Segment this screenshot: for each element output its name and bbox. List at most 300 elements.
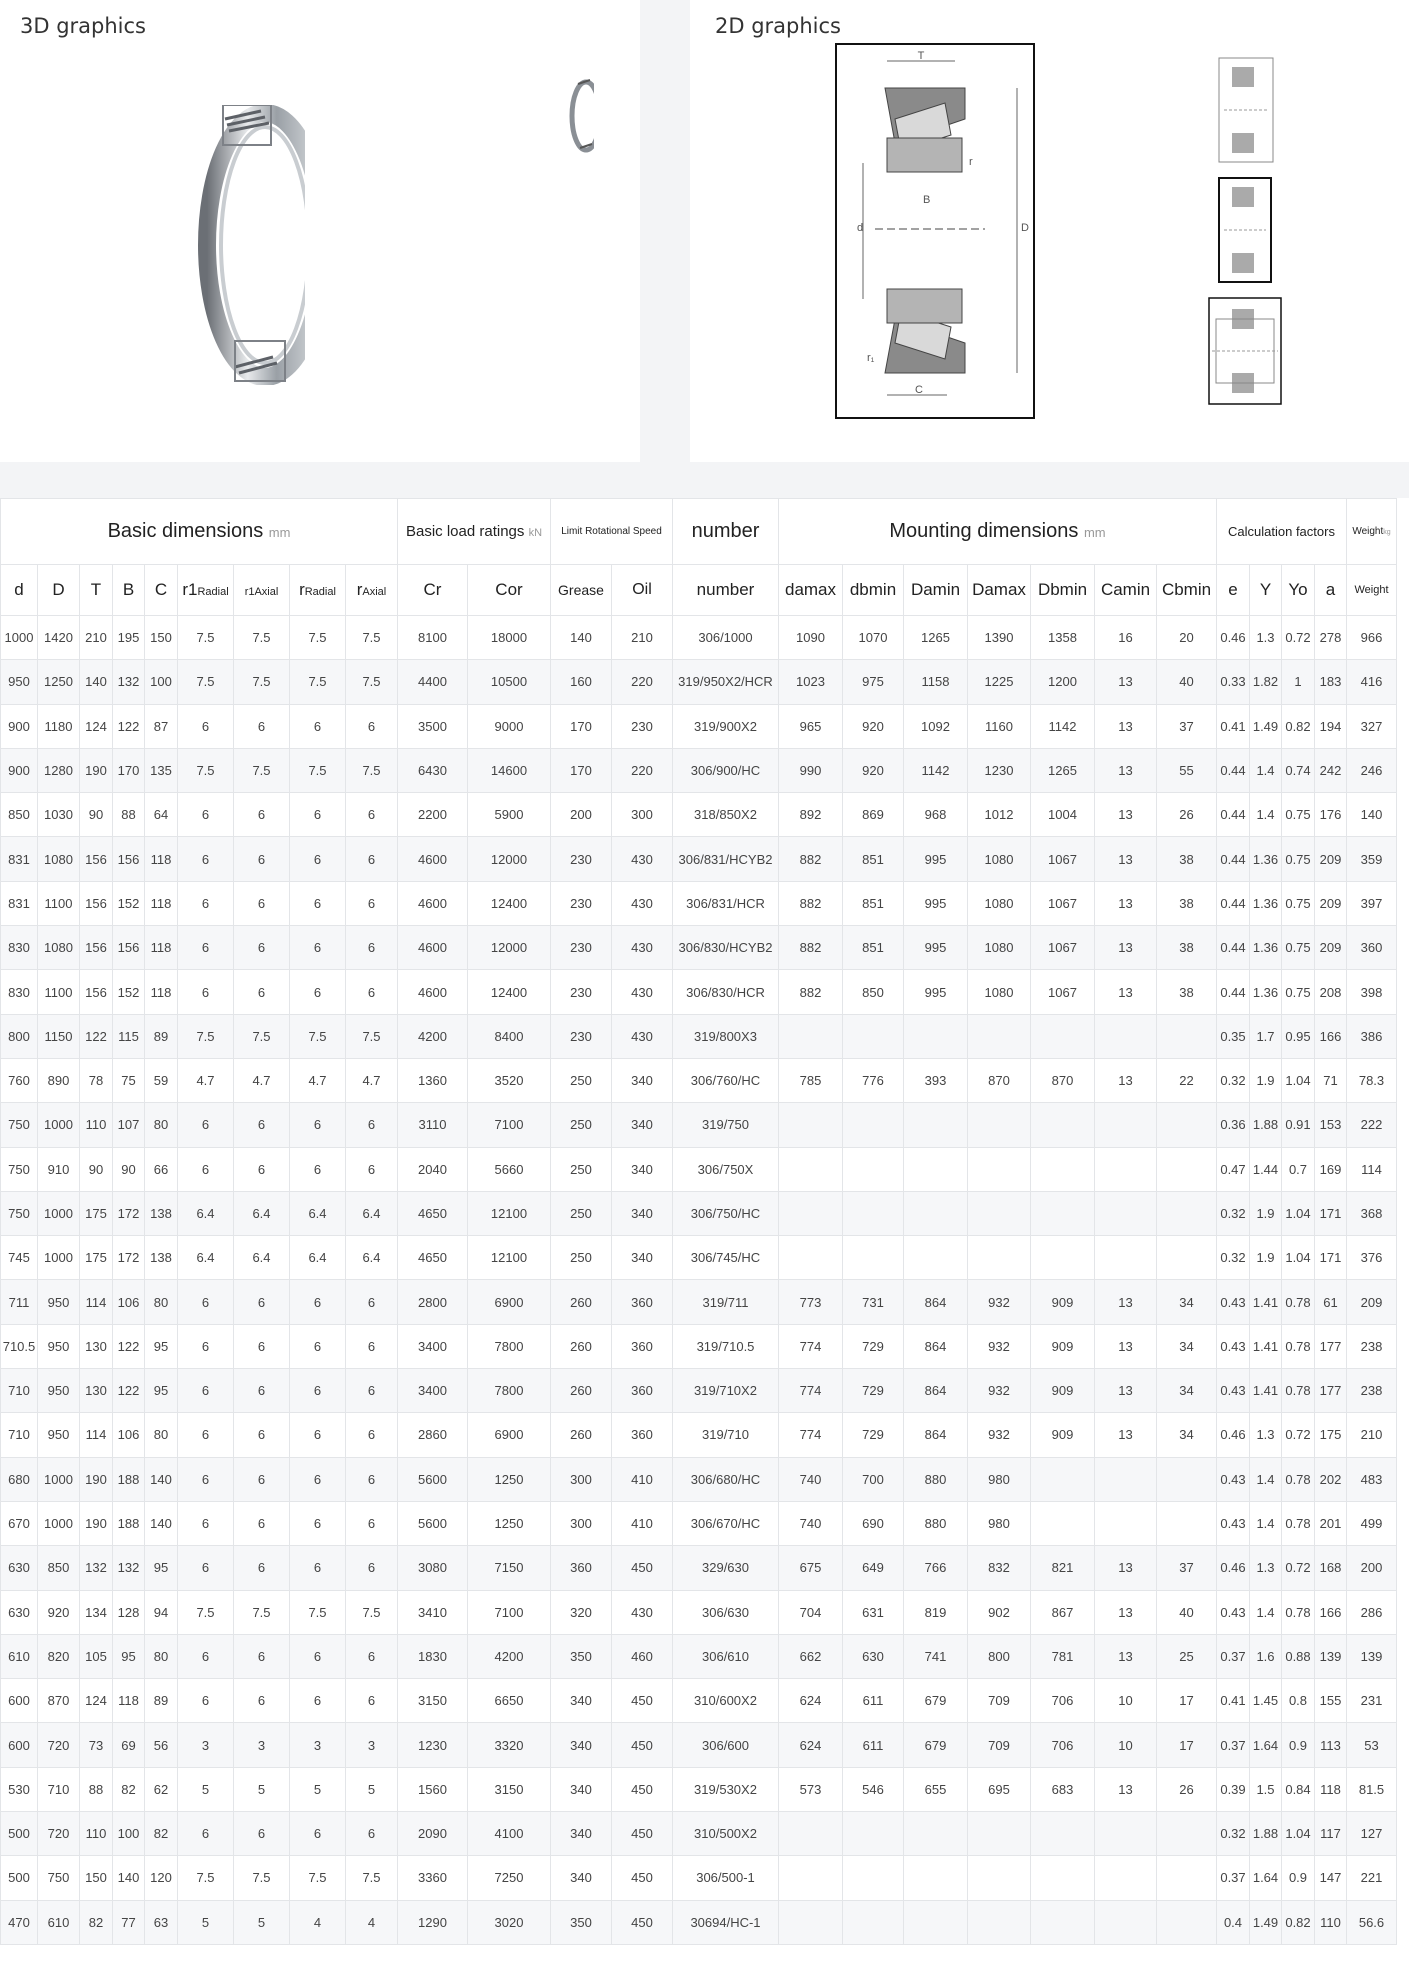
table-cell: 319/710X2 [673,1369,779,1413]
table-cell: 0.41 [1217,1679,1250,1723]
table-cell [1031,1856,1095,1900]
table-cell: 1080 [38,926,80,970]
table-cell: 13 [1095,1280,1157,1324]
table-cell: 882 [779,926,843,970]
table-cell: 360 [612,1369,673,1413]
table-cell: 1158 [904,660,968,704]
table-cell: 1230 [398,1723,468,1767]
col-number: number [673,565,779,616]
table-row[interactable] [1,970,1397,1014]
table-cell: 774 [779,1369,843,1413]
table-cell: 13 [1095,704,1157,748]
table-cell: 77 [113,1900,145,1944]
table-cell: 13 [1095,1546,1157,1590]
table-cell: 0.9 [1282,1856,1315,1900]
table-cell: 830 [1,926,38,970]
table-cell: 12400 [468,970,551,1014]
label-r: r [969,156,973,168]
table-cell: 7.5 [346,1856,398,1900]
table-cell [1095,1191,1157,1235]
table-cell: 1067 [1031,970,1095,1014]
table-cell: 64 [145,793,178,837]
table-cell: 66 [145,1147,178,1191]
table-cell: 785 [779,1058,843,1102]
table-cell: 118 [113,1679,145,1723]
table-cell: 0.32 [1217,1812,1250,1856]
table-row[interactable] [1,1324,1397,1368]
col-r-axial: rAxial [346,565,398,616]
col-weight: Weight [1347,565,1397,616]
col-T: T [80,565,113,616]
table-cell: 0.37 [1217,1723,1250,1767]
table-cell: 0.82 [1282,1900,1315,1944]
table-cell: 318/850X2 [673,793,779,837]
table-row[interactable] [1,793,1397,837]
table-cell: 90 [113,1147,145,1191]
panel-2d-graphics [690,0,1409,462]
table-cell: 118 [145,881,178,925]
table-cell: 38 [1157,881,1217,925]
table-cell: 1.41 [1250,1369,1282,1413]
table-cell: 90 [80,793,113,837]
table-row[interactable] [1,1767,1397,1811]
table-cell: 190 [80,748,113,792]
table-cell: 1225 [968,660,1031,704]
table-cell: 950 [38,1280,80,1324]
table-cell: 6.4 [234,1191,290,1235]
table-cell: 6 [178,1369,234,1413]
col-Yo: Yo [1282,565,1315,616]
table-cell: 16 [1095,616,1157,660]
table-cell: 7.5 [234,1856,290,1900]
table-row[interactable] [1,1369,1397,1413]
table-cell: 319/750 [673,1103,779,1147]
table-cell: 1067 [1031,926,1095,970]
bearing-2d-drawing[interactable] [835,43,1035,419]
table-cell: 950 [38,1413,80,1457]
table-cell: 359 [1347,837,1397,881]
table-cell: 830 [1,970,38,1014]
table-cell: 6 [234,1147,290,1191]
table-row[interactable] [1,1413,1397,1457]
table-cell [1031,1103,1095,1147]
table-cell: 0.95 [1282,1014,1315,1058]
table-cell: 6 [178,1413,234,1457]
table-cell: 0.43 [1217,1324,1250,1368]
table-cell: 4100 [468,1812,551,1856]
table-cell: 319/950X2/HCR [673,660,779,704]
table-row[interactable] [1,1590,1397,1634]
table-row[interactable] [1,1546,1397,1590]
group-basic-dimensions: Basic dimensions mm [1,499,398,565]
drawing-thumbnail-2[interactable] [1218,177,1272,283]
table-cell: 78 [80,1058,113,1102]
table-cell: 7.5 [346,748,398,792]
table-cell: 360 [1347,926,1397,970]
label-B: B [923,194,931,206]
table-cell: 975 [843,660,904,704]
table-cell: 1067 [1031,837,1095,881]
table-cell: 6 [290,793,346,837]
drawing-thumbnail-3[interactable] [1208,297,1282,405]
table-cell: 720 [38,1723,80,1767]
table-cell: 430 [612,881,673,925]
table-cell: 6 [346,1634,398,1678]
table-cell: 4200 [398,1014,468,1058]
table-cell: 6 [234,1679,290,1723]
table-row[interactable] [1,1812,1397,1856]
table-cell: 26 [1157,793,1217,837]
table-cell: 430 [612,970,673,1014]
table-cell: 89 [145,1679,178,1723]
table-cell: 238 [1347,1324,1397,1368]
table-cell: 1.3 [1250,616,1282,660]
table-cell: 250 [551,1236,612,1280]
table-row[interactable] [1,1236,1397,1280]
table-cell: 6 [290,881,346,925]
table-cell: 0.78 [1282,1324,1315,1368]
table-row[interactable] [1,881,1397,925]
col-Damax: Damax [968,565,1031,616]
table-cell: 776 [843,1058,904,1102]
table-row[interactable] [1,837,1397,881]
table-row[interactable] [1,1191,1397,1235]
table-cell: 1230 [968,748,1031,792]
table-cell: 6 [346,1457,398,1501]
table-cell: 530 [1,1767,38,1811]
table-cell: 6 [178,1812,234,1856]
table-row[interactable] [1,1457,1397,1501]
table-cell: 95 [145,1324,178,1368]
table-cell: 201 [1315,1501,1347,1545]
table-cell: 1080 [38,837,80,881]
table-cell [779,1856,843,1900]
table-row[interactable] [1,1058,1397,1102]
table-cell: 470 [1,1900,38,1944]
table-cell: 909 [1031,1369,1095,1413]
table-cell: 4.7 [234,1058,290,1102]
table-cell: 773 [779,1280,843,1324]
table-cell: 122 [80,1014,113,1058]
table-cell: 832 [968,1546,1031,1590]
table-cell: 0.37 [1217,1856,1250,1900]
table-cell: 1358 [1031,616,1095,660]
table-cell: 7.5 [290,748,346,792]
table-row[interactable] [1,1723,1397,1767]
table-row[interactable] [1,1679,1397,1723]
table-cell: 7150 [468,1546,551,1590]
table-row[interactable] [1,1900,1397,1944]
col-Cor: Cor [468,565,551,616]
table-cell: 6 [290,1413,346,1457]
table-row[interactable] [1,1280,1397,1324]
table-cell: 306/760/HC [673,1058,779,1102]
table-cell: 306/680/HC [673,1457,779,1501]
col-grease: Grease [551,565,612,616]
table-cell: 110 [80,1103,113,1147]
table-cell: 450 [612,1723,673,1767]
table-cell: 306/830/HCR [673,970,779,1014]
table-row[interactable] [1,660,1397,704]
table-cell: 110 [1315,1900,1347,1944]
table-cell: 679 [904,1679,968,1723]
table-cell: 6 [178,1280,234,1324]
table-cell: 909 [1031,1413,1095,1457]
table-cell: 319/710 [673,1413,779,1457]
table-cell: 0.46 [1217,1413,1250,1457]
table-cell: 13 [1095,1058,1157,1102]
table-row[interactable] [1,748,1397,792]
table-cell: 176 [1315,793,1347,837]
table-cell [1157,1501,1217,1545]
table-cell: 1160 [968,704,1031,748]
table-cell: 869 [843,793,904,837]
table-cell [968,1014,1031,1058]
table-cell [904,1856,968,1900]
table-cell: 6 [178,1457,234,1501]
table-cell: 209 [1315,881,1347,925]
table-cell: 6 [234,1634,290,1678]
table-cell: 6 [178,704,234,748]
table-cell [1031,1191,1095,1235]
table-cell: 7.5 [234,660,290,704]
table-cell: 1.36 [1250,837,1282,881]
table-row[interactable] [1,704,1397,748]
table-cell [1095,1501,1157,1545]
table-cell: 150 [145,616,178,660]
table-cell: 0.75 [1282,793,1315,837]
table-cell: 995 [904,881,968,925]
table-cell: 13 [1095,748,1157,792]
table-cell: 210 [612,616,673,660]
table-cell: 94 [145,1590,178,1634]
table-cell: 416 [1347,660,1397,704]
table-row[interactable] [1,1501,1397,1545]
table-cell: 0.44 [1217,793,1250,837]
table-cell: 450 [612,1900,673,1944]
table-row[interactable] [1,926,1397,970]
table-cell: 160 [551,660,612,704]
table-cell: 0.46 [1217,616,1250,660]
table-cell: 1.9 [1250,1236,1282,1280]
table-cell: 6 [290,1679,346,1723]
table-cell: 750 [1,1147,38,1191]
table-cell: 920 [843,748,904,792]
table-cell [904,1812,968,1856]
table-cell: 13 [1095,1369,1157,1413]
table-cell: 1.4 [1250,1501,1282,1545]
table-row[interactable] [1,616,1397,660]
table-cell: 13 [1095,970,1157,1014]
table-cell: 6 [290,1103,346,1147]
table-cell: 7.5 [178,660,234,704]
table-cell: 88 [113,793,145,837]
table-cell: 3360 [398,1856,468,1900]
table-cell: 0.78 [1282,1280,1315,1324]
label-C: C [915,384,923,396]
table-cell: 1830 [398,1634,468,1678]
table-cell: 3150 [398,1679,468,1723]
table-cell: 5 [178,1900,234,1944]
table-cell: 1100 [38,881,80,925]
table-cell: 4650 [398,1236,468,1280]
table-cell: 499 [1347,1501,1397,1545]
table-cell: 1090 [779,616,843,660]
table-cell: 1000 [38,1457,80,1501]
table-cell: 7100 [468,1590,551,1634]
table-cell [1157,1856,1217,1900]
col-r-radial: rRadial [290,565,346,616]
table-cell: 118 [145,970,178,1014]
table-cell [1095,1900,1157,1944]
table-cell: 139 [1315,1634,1347,1678]
table-cell: 13 [1095,1767,1157,1811]
table-cell: 573 [779,1767,843,1811]
table-cell: 3 [234,1723,290,1767]
table-cell: 450 [612,1679,673,1723]
col-D: D [38,565,80,616]
col-Dbmin: Dbmin [1031,565,1095,616]
table-cell: 410 [612,1501,673,1545]
table-cell: 80 [145,1634,178,1678]
bearing-specs-table [0,498,1397,1945]
table-cell [779,1812,843,1856]
table-cell: 319/710.5 [673,1324,779,1368]
table-row[interactable] [1,1634,1397,1678]
bearing-3d-image[interactable] [195,105,325,385]
col-d: d [1,565,38,616]
label-T: T [917,50,925,62]
table-cell: 188 [113,1457,145,1501]
table-row[interactable] [1,1147,1397,1191]
table-row[interactable] [1,1103,1397,1147]
table-cell: 13 [1095,926,1157,970]
table-row[interactable] [1,1014,1397,1058]
table-cell: 1.41 [1250,1280,1282,1324]
drawing-thumbnail-1[interactable] [1218,57,1274,163]
table-cell: 156 [113,926,145,970]
table-cell: 6 [234,1369,290,1413]
table-cell: 34 [1157,1369,1217,1413]
table-row[interactable] [1,1856,1397,1900]
table-cell: 306/750/HC [673,1191,779,1235]
table-cell [843,1236,904,1280]
table-cell: 260 [551,1413,612,1457]
table-cell: 260 [551,1324,612,1368]
table-cell: 920 [843,704,904,748]
table-cell: 0.7 [1282,1147,1315,1191]
table-cell [904,1103,968,1147]
table-cell: 900 [1,748,38,792]
table-cell: 0.32 [1217,1236,1250,1280]
table-cell: 7.5 [234,748,290,792]
table-cell: 6 [346,1546,398,1590]
table-cell: 319/800X3 [673,1014,779,1058]
table-cell: 20 [1157,616,1217,660]
table-cell: 0.39 [1217,1767,1250,1811]
table-cell: 40 [1157,660,1217,704]
table-cell: 250 [551,1147,612,1191]
table-cell: 1.36 [1250,926,1282,970]
table-cell: 6.4 [346,1236,398,1280]
table-cell: 5 [290,1767,346,1811]
col-C: C [145,565,178,616]
table-cell: 430 [612,1590,673,1634]
table-cell: 10 [1095,1679,1157,1723]
table-cell: 306/900/HC [673,748,779,792]
table-cell: 950 [1,660,38,704]
table-cell: 1100 [38,970,80,1014]
table-cell: 630 [1,1546,38,1590]
table-cell: 624 [779,1723,843,1767]
table-cell: 6 [346,704,398,748]
table-cell: 6 [178,881,234,925]
table-cell: 683 [1031,1767,1095,1811]
table-cell: 1000 [38,1103,80,1147]
table-cell: 350 [551,1634,612,1678]
table-cell: 22 [1157,1058,1217,1102]
table-cell: 0.46 [1217,1546,1250,1590]
table-cell: 0.44 [1217,748,1250,792]
table-cell: 3 [178,1723,234,1767]
table-cell: 115 [113,1014,145,1058]
table-cell [1157,1103,1217,1147]
table-cell: 741 [904,1634,968,1678]
table-cell: 13 [1095,881,1157,925]
table-cell: 130 [80,1324,113,1368]
table-cell: 113 [1315,1723,1347,1767]
table-cell: 670 [1,1501,38,1545]
table-cell: 1250 [468,1501,551,1545]
table-cell: 128 [113,1590,145,1634]
table-cell: 140 [145,1457,178,1501]
table-cell: 1.04 [1282,1058,1315,1102]
table-cell [779,1191,843,1235]
table-cell: 430 [612,837,673,881]
table-cell: 260 [551,1280,612,1324]
table-cell: 1.88 [1250,1812,1282,1856]
table-cell: 78.3 [1347,1058,1397,1102]
table-cell [843,1191,904,1235]
table-cell: 1030 [38,793,80,837]
table-cell: 864 [904,1369,968,1413]
table-cell: 680 [1,1457,38,1501]
table-cell: 5 [346,1767,398,1811]
table-cell: 156 [80,926,113,970]
table-cell: 1012 [968,793,1031,837]
table-cell: 0.78 [1282,1590,1315,1634]
table-cell: 6 [346,1280,398,1324]
table-cell: 1250 [468,1457,551,1501]
col-Cbmin: Cbmin [1157,565,1217,616]
table-cell: 124 [80,704,113,748]
table-cell [1157,1191,1217,1235]
table-cell: 624 [779,1679,843,1723]
label-d: d [857,222,864,234]
table-cell: 230 [551,837,612,881]
table-cell: 6 [290,1457,346,1501]
table-cell: 340 [612,1147,673,1191]
table-cell: 6 [178,926,234,970]
table-cell [1095,1812,1157,1856]
table-cell: 80 [145,1413,178,1457]
table-cell: 306/830/HCYB2 [673,926,779,970]
table-cell: 38 [1157,837,1217,881]
table-cell: 350 [551,1900,612,1944]
table-cell: 170 [113,748,145,792]
bearing-3d-thumbnail[interactable] [560,78,620,154]
table-cell: 12100 [468,1236,551,1280]
